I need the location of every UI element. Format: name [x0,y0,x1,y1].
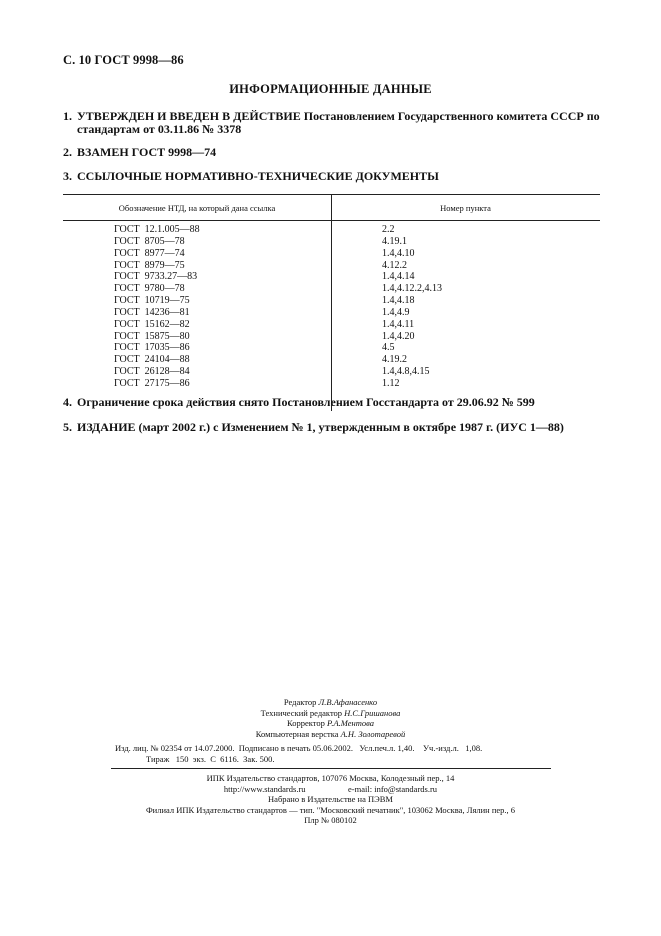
section-approval [63,110,603,136]
publication-line: Изд. лиц. № 02354 от 14.07.2000. Подписано в печать 05.06.2002. Усл.печ.л. 1,40. Уч.-изд.л. 1,08. [115,743,483,753]
credit-role: Компьютерная верстка [255,728,339,739]
section-number: 4. [63,395,72,409]
section-text: ВЗАМЕН ГОСТ 9998—74 [77,145,217,159]
cell-clause: 1.4,4.11 [382,318,415,330]
table-row [63,236,600,248]
table-row [63,283,600,295]
section-number: 5. [63,420,72,434]
table-row [63,331,600,343]
printer-web-line: http://www.standards.ru e-mail: info@standards.ru [223,783,438,794]
cell-clause: 1.4,4.8,4.15 [382,366,430,378]
cell-document: ГОСТ 8979—75 [114,259,185,271]
table-row [63,248,600,260]
credit-name: А.Н. Золотаревой [340,728,406,739]
references-table [63,194,600,410]
credit-line-layout [0,729,661,740]
section-number: 3. [63,169,72,183]
footer-rule [111,768,551,769]
printer-line: Филиал ИПК Издательство стандартов — тип. "Московский печатник", 103062 Москва, Лялин пер., 6 [145,804,516,815]
table-body [63,224,600,390]
section-text: УТВЕРЖДЕН И ВВЕДЕН В ДЕЙСТВИЕ Постановлением Государственного комитета СССР по [77,109,600,123]
cell-clause: 1.4,4.9 [382,306,410,318]
table-row [63,224,600,236]
printer-line: Набрано в Издательстве на ПЭВМ [268,794,393,805]
section-text-continuation: стандартам от 03.11.86 № 3378 [77,122,242,136]
cell-document: ГОСТ 14236—81 [114,306,190,318]
credit-line-editor [0,697,661,708]
table-row [63,295,600,307]
credit-name: Р.А.Ментова [327,718,375,729]
section-number: 2. [63,145,72,159]
cell-document: ГОСТ 24104—88 [114,354,190,366]
section-references [63,170,603,183]
credit-name: Н.С.Гришанова [344,707,401,718]
cell-clause: 1.4,4.14 [382,271,415,283]
section-text: Ограничение срока действия снято Постановлением Госстандарта от 29.06.92 № 599 [77,395,535,409]
cell-document: ГОСТ 8977—74 [114,247,185,259]
cell-document: ГОСТ 15875—80 [114,330,190,342]
cell-document: ГОСТ 9780—78 [114,283,185,295]
section-validity [63,396,603,409]
table-row [63,366,600,378]
credit-name: Л.В.Афанасенко [318,697,378,707]
section-text: ИЗДАНИЕ (март 2002 г.) с Изменением № 1, утвержденным в октябре 1987 г. (ИУС 1—88) [77,420,564,434]
section-replaces [63,146,603,159]
table-row [63,342,600,354]
credit-role: Технический редактор [260,707,343,718]
cell-document: ГОСТ 10719—75 [114,295,190,307]
section-edition [63,421,603,434]
cell-clause: 4.19.2 [382,354,407,366]
printer-info [0,773,661,826]
credit-role: Корректор [286,718,325,729]
cell-document: ГОСТ 26128—84 [114,366,190,378]
cell-document: ГОСТ 8705—78 [114,235,185,247]
cell-clause: 1.4,4.18 [382,295,415,307]
cell-clause: 2.2 [382,224,395,235]
cell-clause: 1.4,4.10 [382,247,415,259]
table-row [63,378,600,390]
cell-document: ГОСТ 9733.27—83 [114,271,198,283]
section-text: ССЫЛОЧНЫЕ НОРМАТИВНО-ТЕХНИЧЕСКИЕ ДОКУМЕНТЫ [77,169,439,183]
credit-line-tech-editor [0,708,661,719]
table-row [63,307,600,319]
table-row [63,354,600,366]
table-header-document: Обозначение НТД, на который дана ссылка [118,203,276,213]
cell-document: ГОСТ 27175—86 [114,377,190,389]
cell-clause: 1.4,4.12.2,4.13 [382,283,442,295]
cell-document: ГОСТ 15162—82 [114,318,190,330]
print-run-line: Тираж 150 экз. С 6116. Зак. 500. [146,754,275,764]
cell-clause: 4.5 [382,342,395,354]
cell-document: ГОСТ 17035—86 [114,342,190,354]
table-row [63,271,600,283]
cell-clause: 1.4,4.20 [382,330,415,342]
printer-line: ИПК Издательство стандартов, 107076 Москва, Колодезный пер., 14 [206,773,455,783]
credit-role: Редактор [283,697,317,707]
credit-line-proofreader [0,718,661,729]
cell-clause: 4.19.1 [382,235,407,247]
page-header: С. 10 ГОСТ 9998—86 [63,53,184,67]
cell-document: ГОСТ 12.1.005—88 [114,224,200,235]
cell-clause: 4.12.2 [382,259,407,271]
cell-clause: 1.12 [382,377,400,389]
page-title: ИНФОРМАЦИОННЫЕ ДАННЫЕ [229,82,432,96]
table-row [63,319,600,331]
printer-line: Плр № 080102 [304,815,357,826]
section-number: 1. [63,109,72,123]
table-header-clause: Номер пункта [440,203,491,213]
table-row [63,260,600,272]
